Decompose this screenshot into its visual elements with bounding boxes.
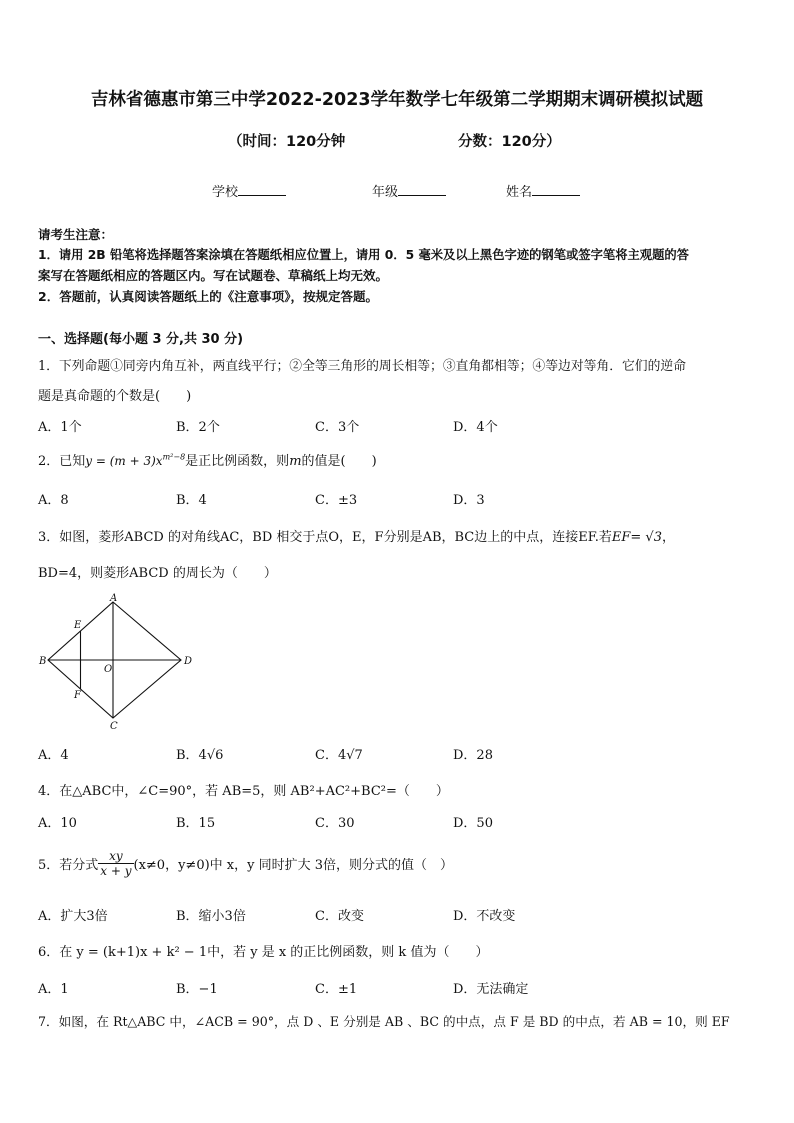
label-a: A [110,593,118,604]
q2-var: m [289,454,302,469]
q1-option-b[interactable]: B．2个 [176,420,220,435]
q2-exponent: m²−8 [162,452,186,462]
q2-tail: 的值是( ) [301,454,377,469]
rhombus-figure [36,592,196,730]
q4-option-d[interactable]: D．50 [453,816,493,831]
label-c: C [110,721,118,730]
school-blank[interactable] [238,183,286,196]
q1-option-c[interactable]: C．3个 [315,420,360,435]
q4-option-a[interactable]: A．10 [38,816,77,831]
q3-ef-value: = √3 [630,530,662,545]
q2-option-a[interactable]: A．8 [38,493,69,508]
q2-suffix: 是正比例函数，则 [185,454,290,469]
q7-stem: 7．如图，在 Rt△ABC 中，∠ACB = 90°，点 D 、E 分别是 AB 、BC 的中点，点 F 是 BD 的中点，若 AB = 10，则 EF [38,1014,730,1029]
q3-line-1 [38,526,675,545]
name-label: 姓名 [506,185,533,200]
notice-heading: 请考生注意： [38,227,114,242]
q2-option-b[interactable]: B．4 [176,493,207,508]
name-blank[interactable] [532,183,580,196]
school-label: 学校 [212,185,239,200]
label-e: E [74,620,82,631]
q2-prefix: 2．已知 [38,454,86,469]
q4-option-c[interactable]: C．30 [315,816,355,831]
notice-item-1b: 案写在答题纸相应的答题区内。写在试题卷、草稿纸上均无效。 [38,268,389,283]
label-f: F [74,690,81,701]
q3-text: 3．如图，菱形ABCD 的对角线AC，BD 相交于点O，E，F分别是AB，BC边上的中点，连接EF.若 [38,530,612,545]
q6-option-c[interactable]: C．±1 [315,982,358,997]
q5-fraction [98,849,133,878]
q1-line-1: 1．下列命题①同旁内角互补，两直线平行；②全等三角形的周长相等；③直角都相等；④等边对等角．它们的逆命 [38,359,686,374]
q3-line1-end: ， [661,530,675,545]
exam-time: （时间：120分钟 [228,134,346,150]
exam-score: 分数：120分） [458,134,561,150]
q3-option-c[interactable]: C．4√7 [315,748,363,763]
q1-line-2: 题是真命题的个数是( ) [38,389,192,404]
q3-option-b[interactable]: B．4√6 [176,748,224,763]
q6-stem: 6．在 y = (k+1)x + k² − 1中，若 y 是 x 的正比例函数，则 k 值为（ ） [38,945,489,960]
q5-stem [38,849,453,878]
q3-line-2: BD=4，则菱形ABCD 的周长为（ ） [38,566,277,581]
q1-option-d[interactable]: D．4个 [453,420,498,435]
q4-option-b[interactable]: B．15 [176,816,216,831]
q2-formula: y = (m + 3)x [85,454,163,468]
q6-option-a[interactable]: A．1 [38,982,69,997]
notice-item-2: 2．答题前，认真阅读答题纸上的《注意事项》，按规定答题。 [38,289,378,304]
q3-option-d[interactable]: D．28 [453,748,493,763]
name-field[interactable] [506,181,580,200]
notice-item-1a: 1．请用 2B 铅笔将选择题答案涂填在答题纸相应位置上，请用 0．5 毫米及以上黑色字迹的钢笔或签字笔将主观题的答 [38,248,689,262]
q2-stem [38,450,377,469]
q5-option-c[interactable]: C．改变 [315,909,364,924]
q5-option-a[interactable]: A．扩大3倍 [38,909,108,924]
q3-option-a[interactable]: A．4 [38,748,69,763]
q2-option-c[interactable]: C．±3 [315,493,358,508]
label-b: B [39,656,47,667]
q4-stem: 4．在△ABC中，∠C=90°，若 AB=5，则 AB²+AC²+BC²=（ ） [38,784,449,799]
q6-option-d[interactable]: D．无法确定 [453,982,529,997]
page-title: 吉林省德惠市第三中学2022-2023学年数学七年级第二学期期末调研模拟试题 [90,90,704,110]
label-o: O [104,664,113,675]
grade-label: 年级 [372,185,399,200]
q3-ef: EF [611,530,631,545]
label-d: D [184,656,193,667]
school-field[interactable] [212,181,286,200]
q5-denominator: x + y [100,864,132,878]
q5-prefix: 5．若分式 [38,858,99,873]
grade-blank[interactable] [398,183,446,196]
q2-option-d[interactable]: D．3 [453,493,485,508]
q5-option-d[interactable]: D．不改变 [453,909,516,924]
q5-suffix: (x≠0，y≠0)中 x，y 同时扩大 3倍，则分式的值（ ） [133,858,454,873]
q6-option-b[interactable]: B．−1 [176,982,218,997]
q5-option-b[interactable]: B．缩小3倍 [176,909,246,924]
q1-option-a[interactable]: A．1个 [38,420,82,435]
grade-field[interactable] [372,181,446,200]
section-heading: 一、选择题(每小题 3 分,共 30 分) [38,332,244,347]
q5-numerator: xy [98,849,133,864]
